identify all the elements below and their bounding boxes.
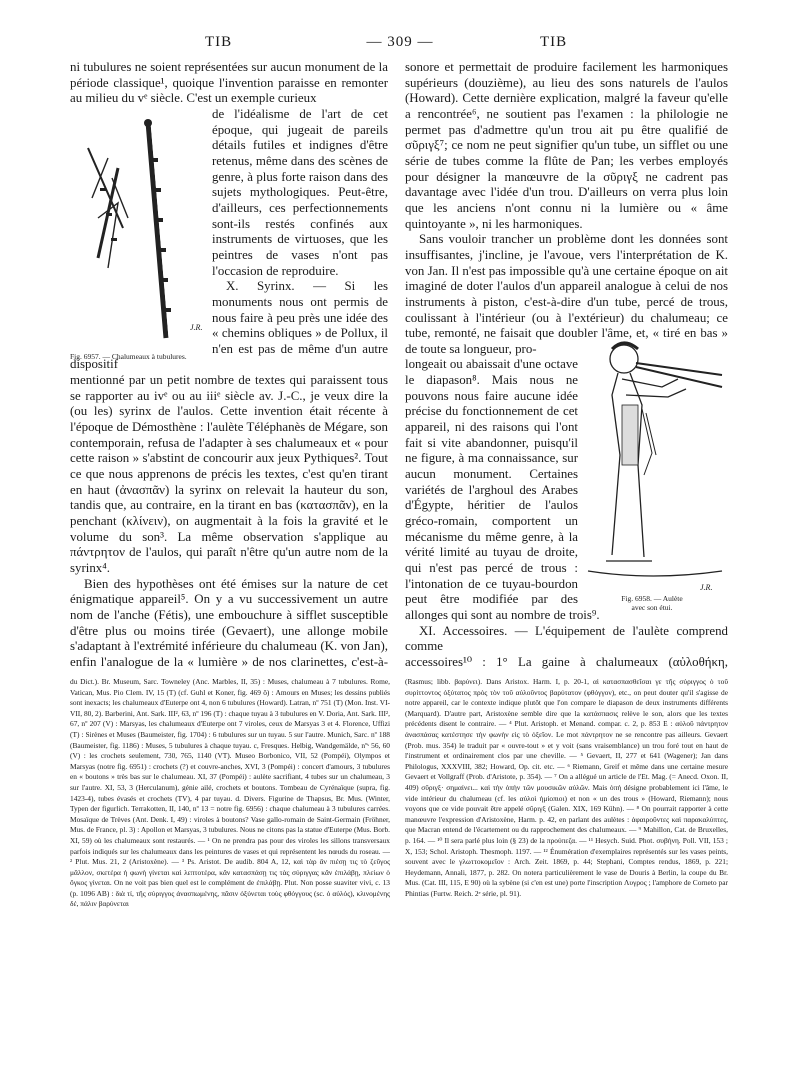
figure-6958-caption-line1: Fig. 6958. — Aulète	[621, 594, 683, 603]
right-paragraph-accessoires: XI. Accessoires. — L'équipement de l'aulète comprend comme	[405, 623, 728, 654]
footnotes-left	[70, 677, 390, 1047]
running-head-right: TIB	[540, 34, 568, 50]
figure-6958-caption-line2: avec son étui.	[631, 603, 673, 612]
figure-6957	[78, 118, 218, 348]
right-paragraph-5: accessoires¹⁰ : 1° La gaine à chalumeaux (αὐλοθήκη,	[405, 654, 728, 669]
running-head-left: TIB	[205, 34, 233, 50]
figure-6958-caption	[592, 594, 712, 612]
figure-6958	[582, 335, 730, 592]
figure-6958-signature: J.R.	[700, 583, 713, 592]
right-paragraph-3: longeait ou abaissait d'une octave le diapason⁸. Mais nous ne pouvons nous faire aucune idée précise du fonctionnement de cet appareil, ni des raisons qui l'ont fait si vite abandonner, puisqu'il ne figure, à ma connaissance, sur aucun monument. Certaines variétés de l'arghoul des Arabes d'Égypte, héritier de l'aulos gréco-romain, comportent un mécanisme du même genre, à la vérité limité au tuyau de droite, qui n'est pas percé de trous : l'intonation de ce tuyau-bourdon peut être modifiée par des allonges qui sont au nombre de trois⁹.	[405, 357, 600, 622]
aulete-illustration	[582, 335, 730, 585]
footnotes-right-text: (Rasmus; libb. βαρύνει). Dans Aristox. Harm. I, p. 20-1, αἱ κατασπασθεῖσαι γε τῆς σύριγγος ὁ τοῦ συρίττοντος ὀξύτατος πρὸς τὸν τοῦ αὐλοῦντος βαρύτατον (φθόγγον), etc., on peut douter qu'il s'agisse de notre appareil, car le contexte indique plutôt que l'on compare le diapason de deux instruments différents (Marquard). D'autre part, Aristoxène semble dire que la κατάσπασις relève le son, alors que les textes précédents disent le contraire. — ⁴ Plut. Aristoph. et Menand. compar. c. 2, p. 853 E : αὐλοῦ πάντρητον ἀνασπάσας κατέστησε τὴν φωνὴν εἰς τὸ ὀξεῖον. Le mot πάντρητον ne se rencontre pas ailleurs. Gevaert (Prob. mus. 354) le traduit par « ouvre-tout » et y voit (sans vraisemblance) un trou foré tout en haut de l'instrument et ordinairement clos par une cheville. — ⁵ Gevaert, II, 277 et 641 (Wagener); Jan dans Philologus, XXXVIII, 382; Howard, Op. cit. etc. — ⁶ Riemann, Greif et même dans une certaine mesure Gevaert et Vollgraff (Prob. d'Aristote, p. 354). — ⁷ On a allégué un article de l'Et. Mag. (= Anecd. Oxon. II, 409) σῦριγξ· σημαίνει... καὶ τὴν ὀπὴν τῶν μουσικῶν αὐλῶν. Mais ὀπή désigne probablement ici l'âme, le vide intérieur du chalumeau (cf. les αὐλοὶ ἡμίοπιοι) et non « un des trous » (Howard, Riemann); nous voyons que ce vide pouvait être appelé σῦριγξ (Galen. XIX, 169 Kühn). — ⁸ On pourrait rapporter à cette manœuvre l'expression d'Aristoxène, Harm. p. 42, en parlant des aulètes : ἀφαιροῦντες καὶ παρακαλύπτες, que Macran entend de l'écartement ou du rapprochement des chalumeaux. — ⁹ Mahillon, Cat. de Bruxelles, p. 164. — ¹⁰ Il sera parlé plus loin (§ 23) de la προύπεζα. — ¹¹ Hesych. Suid. Phot. συβήνη. Poll. VII, 153 ; X, 153; Schol. Aristoph. Thesmoph. 1197. — ¹² Énumération d'exemplaires représentés sur les vases peints, souvent avec le γλωττοκομεῖον : Arch. Zeit. 1869, p. 44; Stephani, Comptes rendus, 1869, p. 221; Heydemann, Annali, 1877, p. 282. On notera particulièrement le vase de Douris à Berlin, la coupe du Br. Mus. (Cat. III, 115, E 90) où la sybène (si c'en est une) porte l'inscription Λυγρος ; l'amphore de Corneto par Phintias (Furtw. Reich. 2ᵉ série, pl. 91).	[405, 677, 728, 898]
footnotes-left-text: du Dict.). Br. Museum, Sarc. Towneley (Anc. Marbles, II, 35) : Muses, chalumeau à 7 tubulures. Rome, Vatican, Mus. Pio Clem. IV, 15 (T) (cf. Guhl et Koner, fig. 469 ô) : Amours en Muses; les dessins publiés sont inexacts; les chalumeaux d'Euterpe ont 4, non 6 tubulures (Howard). Latran, nº 751 (T) (Mon. Inst. VI-VII, 80, 2). Barberini, Ant. Sark. III², 63, nº 196 (T) : chaque tuyau à 3 tubulures en V. Doria, Ant. Sark. III², 67, nº 207 (V) : Marsyas, les chalumeaux d'Euterpe ont 7 viroles, ceux de Marsyas 3 et 4. Florence, Uffizi (T) : Sirènes et Muses (Baumeister, fig. 1704) : 6 tubulures sur un tuyau. 5 sur l'autre. Munich, Sarc. nº 188 (Baumeister, fig. 1186) : Muses, 5 tubulures à chaque tuyau. c, Fresques. Helbig, Wandgemälde, nºˢ 56, 60 (V) : les crochets seulement, 730, 765, 1140 (VT). Museo Borbonico, VII, 52 (Pompéi), Olympos et Marsyas (notre fig. 6951) : crochets (?) et couvre-anches, XVI, 3 (Pompéi) : concert d'amours, 3 tubulures en « boutons » très bas sur le chalumeau. XI, 37 (Pompéi) : aulète sacrifiant, 4 tubes sur un chalumeau, 3 sur l'autre. XI, 53, 3 (Herculanum), génie ailé, crochets et boutons. Tombeau de Cyrénaïque (supra, fig. 1423-4), tubes évasés et crochets (TV), 4 par tuyau. d. Divers. Figurine de Thapsus, Br. Mus. (Winter, Typen der figurlich. Terrakotten, II, 140, nº 13 = notre fig. 6956) : chaque chalumeau à 3 tubulures carrées. Mosaïque de Trèves (Ant. Denk. I, 49) : viroles à boutons? Vase gallo-romain de Saint-Germain (Fröhner, Mus. de France, pl. 3) : Apollon et Marsyas, 3 tubulures. Nous ne citons pas la statue d'Euterpe (Mus. Borb. XI, 59) où les chalumeaux sont restaurés. — ¹ On ne prendra pas pour des viroles les sillons transversaux parfois indiqués sur les chalumeaux dans les peintures de vases et qui représentent les nœuds du roseau. — ² Plut. Mus. 21, 2 (Aristoxène). — ³ Ps. Aristot. De audib. 804 A, 12, καὶ τὰρ ἂν πιέσῃ τις τὸ ζεῦγος μᾶλλον, σκετέρα ἡ φωνὴ γίνεται καὶ λεπτοτέρα, κἂν κατασπάσῃ τις τὰς σύριγγας κἂν ἐπιλάβῃ, πλείων ὁ ὄγκος γίνεται. On ne voit pas bien quel est le complément de ἐπιλάβῃ. Plut. Non posse suaviter vivi, c. 13 (p. 1096 AB) : διὰ τί, τῆς σύριγγος ἀνασπωμένης, πᾶσιν ὀξύνεται τοὺς φθόγγους (sc. ὁ αὐλός), κλινομένης δέ, πάλιν βαρύνεται	[70, 677, 390, 909]
figure-6957-caption: Fig. 6957. — Chalumeaux à tubulures.	[70, 352, 187, 361]
left-paragraph-5: Bien des hypothèses ont été émises sur la nature de cet énigmatique appareil⁵. On y a vu successivement un autre nom de l'anche (Fétis), une embouchure à sifflet susceptible d'être plus ou moins tirée (Gevaert), une allonge mobile s'adaptant à l'extrémité inférieure du chalumeau (K. von Jan), enfin l'analogue de la « lumière » de nos clarinettes, c'est-à-	[70, 576, 388, 669]
left-paragraph-syrinx: X. Syrinx. — Si les monuments nous ont permis de nous faire à peu près une idée des « chemins obliques » de Pollux, il n'en est pas de même d'un autre dispositif	[70, 279, 388, 372]
footnotes-right	[405, 677, 728, 1047]
right-paragraph-1: sonore et permettait de produire facilement les harmoniques supérieurs (douzième), au lieu des sons naturels de l'aulos (Howard). Cette dernière explication, malgré la faveur qu'elle a rencontrée⁶, ne soutient pas l'examen : la philologie ne permet pas d'admettre qu'un trou ait pu être qualifié de σῦριγξ⁷; ce nom ne peut signifier qu'un tube, un sifflet ou une série de tubes comme la flûte de Pan; les verbes employés pour désigner la manœuvre de la σῦριγξ ne cadrent pas davantage avec l'idée d'un trou. D'ailleurs on verra plus loin que les anciens n'ont connu ni la lumière ou « âme quintoyante », ni les harmoniques.	[405, 60, 728, 231]
left-paragraph-1: ni tubulures ne soient représentées sur aucun monument de la période classique¹, quoique l'invention paraisse en remonter au milieu du vᵉ siècle. C'est un exemple curieux	[70, 60, 388, 106]
figure-6957-signature: J.R.	[190, 323, 203, 332]
pipes-illustration	[78, 118, 218, 348]
left-paragraph-2: de l'idéalisme de l'art de cet époque, qui jugeait de pareils détails futiles et indignes d'être retenus, même dans des scènes de genre, à plus forte raison dans des sujets mythologiques. Peut-être, d'ailleurs, ces perfectionnements sont-ils restés confinés aux instruments de virtuoses, que les peintres de vases n'ont pas l'occasion de reproduire.	[212, 106, 388, 278]
left-paragraph-4: mentionné par un petit nombre de textes qui paraissent tous se rapporter au ivᵉ ou au iiiᵉ siècle av. J.-C., je veux dire la (ou les) syrinx de l'aulos. Cette invention était récente à l'époque de Démosthène : l'aulète Téléphanès de Mégare, son contemporain, refusa de l'adapter à ses chalumeaux et « pour cette raison » s'abstint de concourir aux jeux Pythiques². Tout ce que nous apprenons de précis les textes, c'est qu'en tirant en haut (ἀνασπᾶν) la syrinx on relevait la hauteur du son, tandis que, au contraire, en la tirant en bas (κατασπᾶν), en la penchant (κλίνειν), on augmentait à la fois la gravité et le volume du son³. La même observation s'applique au πάντρητον de l'aulos, qui paraît n'être qu'un autre nom de la syrinx⁴.	[70, 373, 388, 575]
right-paragraph-2: Sans vouloir trancher un problème dont les données sont insuffisantes, j'incline, je l'avoue, vers l'interprétation de K. von Jan. Il n'est pas impossible qu'à une certaine époque on ait imaginé de doter l'aulos d'un appareil analogue à celui de nos instruments à piston, c'est-à-dire d'un tube, percé de trous, coulissant à l'intérieur (ou à l'extérieur) du chalumeau; ce tube, remonté, ne faisait que doubler l'âme, et, « tiré en bas » de toute sa longueur, pro-	[405, 232, 728, 356]
page-number: — 309 —	[366, 34, 434, 50]
